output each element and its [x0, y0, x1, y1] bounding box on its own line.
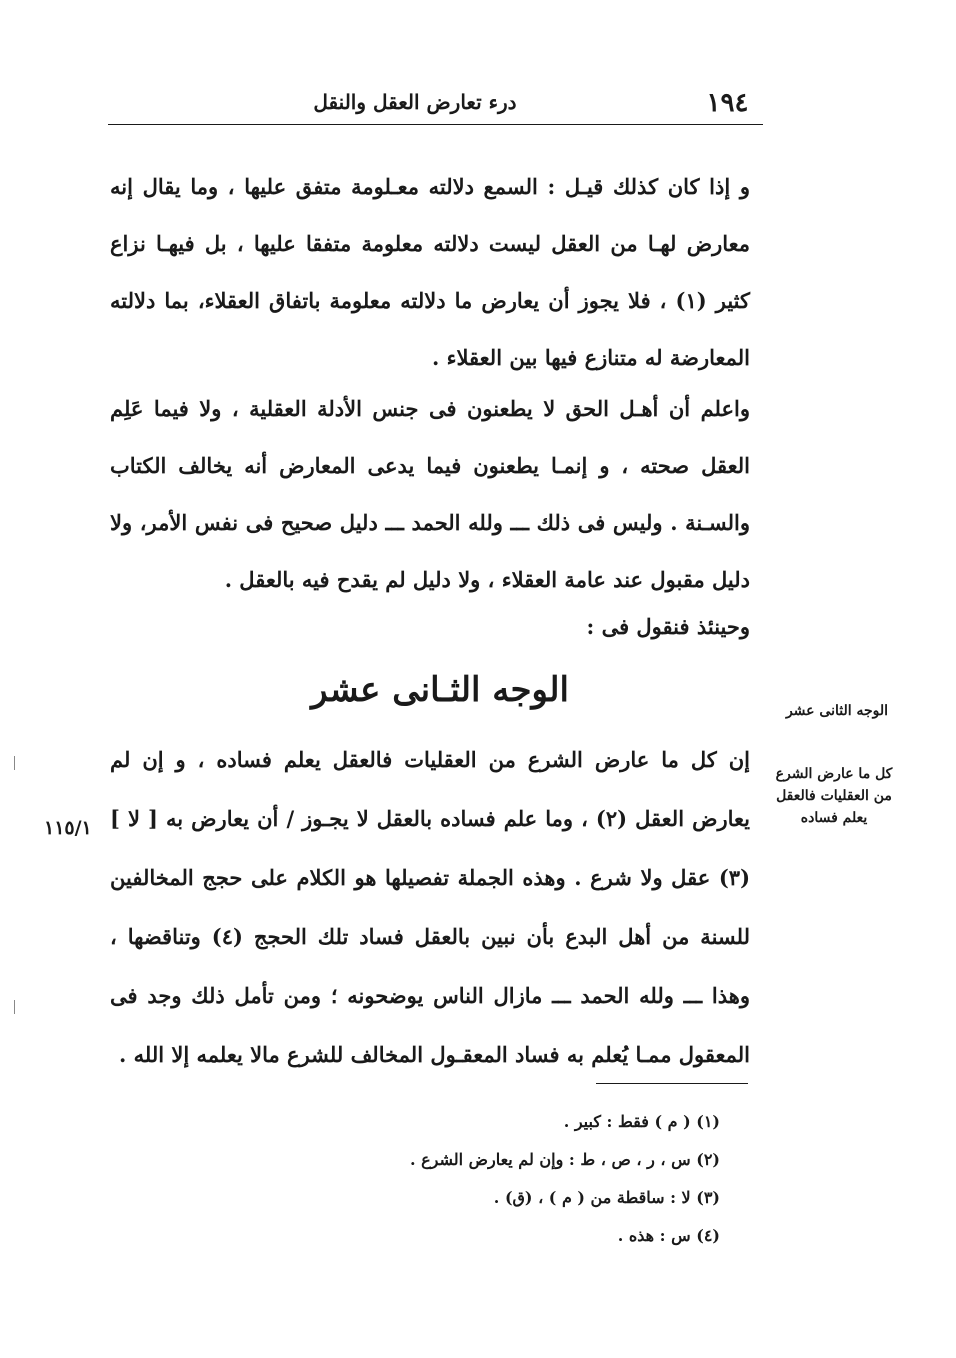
header-rule — [108, 124, 763, 125]
footnotes — [300, 1103, 720, 1255]
margin-tick-mark — [14, 1000, 15, 1014]
footnote-rule — [596, 1083, 748, 1084]
margin-tick-mark — [14, 756, 15, 770]
footnote-2: (٢) س ، ر ، ص ، ط : وإن لم يعارض الشرع . — [409, 1150, 720, 1169]
footnote-3: (٣) لا : ساقطة من ( م ) ، (ق) . — [493, 1188, 720, 1207]
section-heading: الوجه الثـانى عشر — [311, 670, 569, 710]
paragraph-1: و إذا كان كذلك قيـل : السمع دلالته معـلومة متفق عليها ، وما يقال إنه معارض لهـا من العقل ليست دلالته معلومة متفقا عليها ، بل فيهـا نزاع كثير (١) ، فلا يجوز أن يعارض ما دلالته معلومة باتفاق العقلاء، بما دلالته المعارضة له متنازع فيها بين العقلاء . — [110, 174, 750, 370]
manuscript-folio-marker: ١١٥/١ — [44, 817, 92, 839]
paragraph-4: إن كل ما عارض الشرع من العقليات فالعقل يعلم فساده ، و إن لم يعارض العقل (٢) ، وما علم فساده بالعقل لا يجـوز / أن يعارض به [ لا ] (٣) عقل ولا شرع . وهذه الجملة تفصيلها هو الكلام على حجج المخالفين للسنة من أهل البدع بأن نبين بالعقل فساد تلك الحجج (٤) وتناقضها ، وهذا ـــ ولله الحمد ـــ مازال الناس يوضحونه ؛ ومن تأمل ذلك وجد فى المعقول ممـا يُعلم به فساد المعقـول المخالف للشرع مالا يعلمه إلا الله . — [110, 747, 750, 1067]
running-title: درء تعارض العقل والنقل — [313, 90, 517, 114]
footnote-1: (١) ( م ) فقط : كبير . — [563, 1112, 720, 1131]
footnote-4: (٤) س : هذه . — [617, 1226, 720, 1245]
margin-summary: كل ما عارض الشرع من العقليات فالعقل يعلم فساده — [775, 766, 893, 826]
paragraph-3: وحينئذ فنقول فى : — [586, 614, 750, 639]
page-number: ١٩٤ — [706, 88, 749, 118]
margin-section-heading: الوجه الثانى عشر — [785, 703, 889, 719]
paragraph-2: واعلم أن أهـل الحق لا يطعنون فى جنس الأدلة العقلية ، ولا فيما عَلِم العقل صحته ، و إنمـا يطعنون فيما يدعى المعارض أنه يخالف الكتاب والسـنة . وليس فى ذلك ـــ ولله الحمد ـــ دليل صحيح فى نفس الأمر، ولا دليل مقبول عند عامة العقلاء ، ولا دليل لم يقدح فيه بالعقل . — [110, 396, 750, 592]
